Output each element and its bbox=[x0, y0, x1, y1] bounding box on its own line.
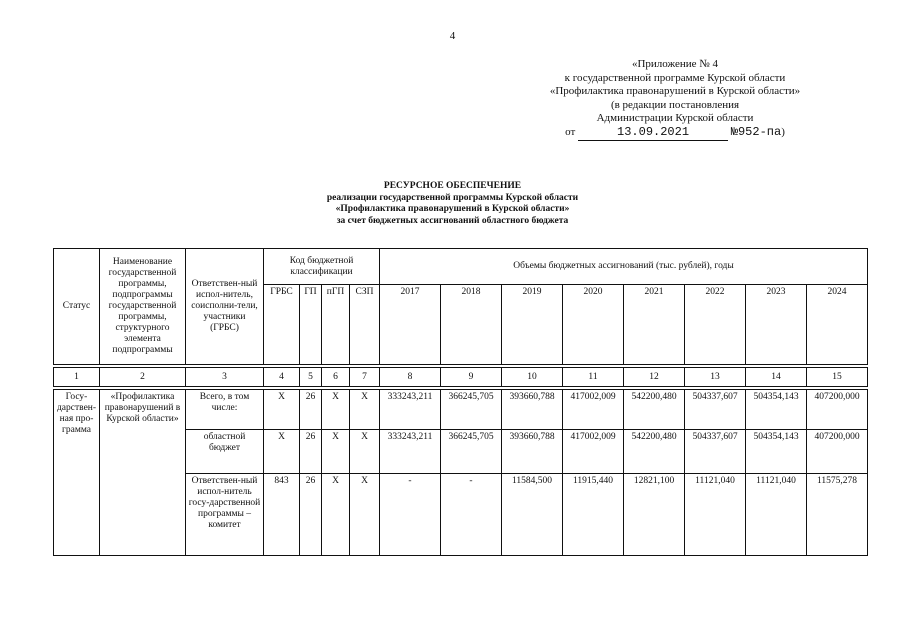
header-year: 2019 bbox=[502, 285, 563, 365]
column-number: 1 bbox=[54, 368, 100, 387]
value-cell: 407200,000 bbox=[807, 390, 868, 430]
program-status: Госу-дарствен-ная про-грамма bbox=[54, 390, 100, 556]
column-number: 9 bbox=[441, 368, 502, 387]
closing-paren: ) bbox=[781, 125, 785, 138]
value-cell: 504354,143 bbox=[746, 430, 807, 474]
date-prefix: от bbox=[565, 125, 576, 138]
resolution-date: 13.09.2021 bbox=[578, 126, 728, 141]
value-cell: 333243,211 bbox=[380, 390, 441, 430]
header-volumes: Объемы бюджетных ассигнований (тыс. рублей), годы bbox=[380, 249, 868, 285]
grbs-cell: 843 bbox=[264, 474, 300, 556]
value-cell: 542200,480 bbox=[624, 430, 685, 474]
column-number: 14 bbox=[746, 368, 807, 387]
program-name: «Профилактика правонарушений в Курской области» bbox=[100, 390, 186, 556]
page-number: 4 bbox=[449, 30, 456, 42]
header-year: 2022 bbox=[685, 285, 746, 365]
szp-cell: Х bbox=[350, 390, 380, 430]
executor-cell: Всего, в том числе: bbox=[186, 390, 264, 430]
value-cell: 504354,143 bbox=[746, 390, 807, 430]
appendix-line: «Приложение № 4 bbox=[631, 58, 719, 70]
appendix-line: к государственной программе Курской области bbox=[564, 71, 786, 84]
column-number: 11 bbox=[563, 368, 624, 387]
executor-cell: областной бюджет bbox=[186, 430, 264, 474]
column-number-row bbox=[54, 368, 868, 387]
document-title bbox=[0, 181, 905, 227]
appendix-line: Администрации Курской области bbox=[596, 112, 754, 125]
value-cell: 417002,009 bbox=[563, 430, 624, 474]
value-cell: 417002,009 bbox=[563, 390, 624, 430]
value-cell: 407200,000 bbox=[807, 430, 868, 474]
column-number: 7 bbox=[350, 368, 380, 387]
value-cell: - bbox=[441, 474, 502, 556]
value-cell: 504337,607 bbox=[685, 430, 746, 474]
value-cell: - bbox=[380, 474, 441, 556]
header-grbs: ГРБС bbox=[264, 285, 300, 365]
value-cell: 12821,100 bbox=[624, 474, 685, 556]
value-cell: 366245,705 bbox=[441, 430, 502, 474]
gp-cell: 26 bbox=[300, 430, 322, 474]
value-cell: 333243,211 bbox=[380, 430, 441, 474]
executor-cell: Ответствен-ный испол-нитель госу-дарственной программы – комитет bbox=[186, 474, 264, 556]
header-year: 2021 bbox=[624, 285, 685, 365]
value-cell: 11915,440 bbox=[563, 474, 624, 556]
header-year: 2024 bbox=[807, 285, 868, 365]
pgp-cell: Х bbox=[322, 430, 350, 474]
column-number: 2 bbox=[100, 368, 186, 387]
value-cell: 504337,607 bbox=[685, 390, 746, 430]
column-number: 3 bbox=[186, 368, 264, 387]
appendix-line: (в редакции постановления bbox=[610, 98, 740, 111]
szp-cell: Х bbox=[350, 474, 380, 556]
gp-cell: 26 bbox=[300, 390, 322, 430]
resource-table bbox=[53, 248, 868, 556]
column-number: 4 bbox=[264, 368, 300, 387]
resolution-number: №952-па bbox=[730, 124, 782, 139]
header-szp: СЗП bbox=[350, 285, 380, 365]
value-cell: 11575,278 bbox=[807, 474, 868, 556]
header-status: Статус bbox=[54, 249, 100, 365]
appendix-line: «Профилактика правонарушений в Курской области» bbox=[549, 85, 801, 98]
header-responsible: Ответствен-ный испол-нитель, соисполни-тели, участники (ГРБС) bbox=[186, 249, 264, 365]
title-line-3: «Профилактика правонарушений в Курской области» bbox=[335, 204, 570, 214]
value-cell: 11121,040 bbox=[746, 474, 807, 556]
header-name: Наименование государственной программы, подпрограммы государственной программы, структурного элемента подпрограммы bbox=[100, 249, 186, 365]
column-number: 13 bbox=[685, 368, 746, 387]
header-year: 2018 bbox=[441, 285, 502, 365]
column-number: 15 bbox=[807, 368, 868, 387]
value-cell: 11584,500 bbox=[502, 474, 563, 556]
column-number: 12 bbox=[624, 368, 685, 387]
header-year: 2017 bbox=[380, 285, 441, 365]
header-year: 2020 bbox=[563, 285, 624, 365]
resolution-date-line bbox=[520, 126, 830, 141]
szp-cell: Х bbox=[350, 430, 380, 474]
value-cell: 393660,788 bbox=[502, 430, 563, 474]
value-cell: 542200,480 bbox=[624, 390, 685, 430]
title-line-1: РЕСУРСНОЕ ОБЕСПЕЧЕНИЕ bbox=[383, 181, 522, 191]
title-line-2: реализации государственной программы Курской области bbox=[326, 192, 579, 203]
header-budget-code: Код бюджетной классификации bbox=[264, 249, 380, 285]
appendix-header bbox=[520, 58, 830, 141]
grbs-cell: Х bbox=[264, 430, 300, 474]
column-number: 5 bbox=[300, 368, 322, 387]
pgp-cell: Х bbox=[322, 390, 350, 430]
table-row bbox=[54, 390, 868, 430]
pgp-cell: Х bbox=[322, 474, 350, 556]
header-pgp: пГП bbox=[322, 285, 350, 365]
value-cell: 366245,705 bbox=[441, 390, 502, 430]
column-number: 6 bbox=[322, 368, 350, 387]
title-line-4: за счет бюджетных ассигнований областного бюджета bbox=[336, 215, 569, 226]
gp-cell: 26 bbox=[300, 474, 322, 556]
header-gp: ГП bbox=[300, 285, 322, 365]
value-cell: 11121,040 bbox=[685, 474, 746, 556]
column-number: 10 bbox=[502, 368, 563, 387]
value-cell: 393660,788 bbox=[502, 390, 563, 430]
grbs-cell: Х bbox=[264, 390, 300, 430]
header-year: 2023 bbox=[746, 285, 807, 365]
column-number: 8 bbox=[380, 368, 441, 387]
